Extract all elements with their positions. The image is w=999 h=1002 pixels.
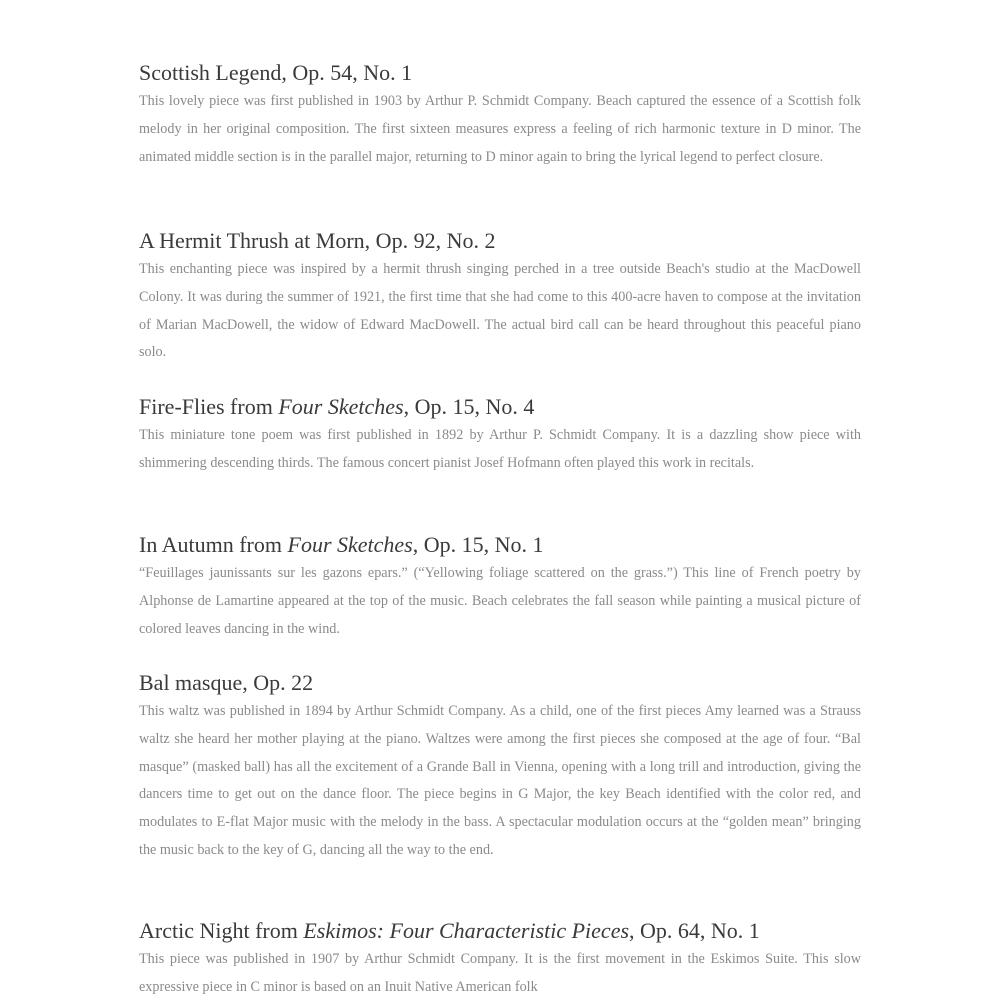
heading-text: A Hermit Thrush at Morn, Op. 92, No. 2 <box>139 228 496 253</box>
heading-text: Fire-Flies from <box>139 394 279 419</box>
section-bal-masque <box>139 668 861 865</box>
section-description: “Feuillages jaunissants sur les gazons epars.” (“Yellowing foliage scattered on the grass.”) This line of French poetry by Alphonse de Lamartine appeared at the top of the music. Beach celebrates the fall season while painting a musical picture of colored leaves dancing in the wind. <box>139 565 861 637</box>
section-hermit-thrush <box>139 226 861 367</box>
section-in-autumn <box>139 530 861 643</box>
heading-text: In Autumn from <box>139 532 288 557</box>
section-description: This lovely piece was first published in 1903 by Arthur P. Schmidt Company. Beach captured the essence of a Scottish folk melody in her original composition. The first sixteen measures express a feeling of rich harmonic texture in D minor. The animated middle section is in the parallel major, returning to D minor again to bring the lyrical legend to perfect closure. <box>139 93 861 165</box>
heading-text: Arctic Night from <box>139 918 304 943</box>
section-description: This waltz was published in 1894 by Arthur Schmidt Company. As a child, one of the first pieces Amy learned was a Strauss waltz she heard her mother playing at the piano. Waltzes were among the first pieces she composed at the age of four. “Bal masque” (masked ball) has all the excitement of a Grande Ball in Vienna, opening with a long trill and introduction, giving the dancers time to get out on the dance floor. The piece begins in G Major, the key Beach identified with the color red, and modulates to E-flat Major music with the melody in the bass. A spectacular modulation occurs at the “golden mean” bringing the music back to the key of G, dancing all the way to the end. <box>139 703 861 858</box>
section-description: This piece was published in 1907 by Arthur Schmidt Company. It is the first movement in the Eskimos Suite. This slow expressive piece in C minor is based on an Inuit Native American folk <box>139 951 861 995</box>
heading-suffix: , Op. 15, No. 1 <box>412 532 544 557</box>
heading-italic: Four Sketches <box>278 394 404 419</box>
section-fire-flies <box>139 392 861 478</box>
heading-text: Bal masque, Op. 22 <box>139 670 314 695</box>
section-arctic-night <box>139 916 861 1002</box>
heading-suffix: , Op. 64, No. 1 <box>629 918 760 943</box>
section-heading <box>139 392 861 422</box>
heading-italic: Eskimos: Four Characteristic Pieces <box>303 918 630 943</box>
section-scottish-legend <box>139 58 861 171</box>
section-heading <box>139 58 861 88</box>
section-heading <box>139 530 861 560</box>
heading-text: Scottish Legend, Op. 54, No. 1 <box>139 60 413 85</box>
heading-suffix: , Op. 15, No. 4 <box>403 394 535 419</box>
section-heading <box>139 668 861 698</box>
section-description: This miniature tone poem was first published in 1892 by Arthur P. Schmidt Company. It is a dazzling show piece with shimmering descending thirds. The famous concert pianist Josef Hofmann often played this work in recitals. <box>139 427 861 471</box>
section-heading <box>139 226 861 256</box>
section-heading <box>139 916 861 946</box>
section-description: This enchanting piece was inspired by a hermit thrush singing perched in a tree outside Beach's studio at the MacDowell Colony. It was during the summer of 1921, the first time that she had come to this 400-acre haven to compose at the invitation of Marian MacDowell, the widow of Edward MacDowell. The actual bird call can be heard throughout this peaceful piano solo. <box>139 261 861 361</box>
heading-italic: Four Sketches <box>287 532 413 557</box>
